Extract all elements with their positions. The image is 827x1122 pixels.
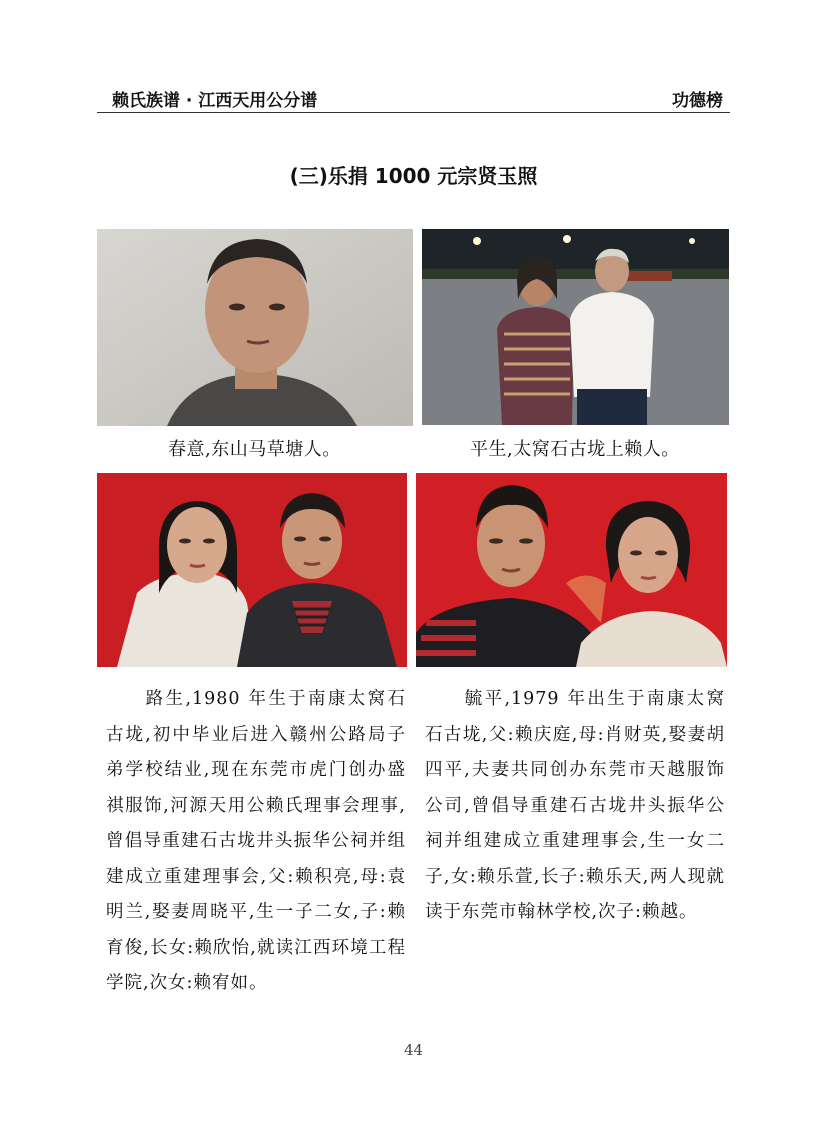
portrait-photo-4 [416, 473, 727, 667]
page-number: 44 [403, 1041, 424, 1059]
section-title: (三)乐捐 1000 元宗贤玉照 [289, 164, 538, 188]
photo-caption-1: 春意,东山马草塘人。 [168, 439, 341, 460]
biography-text-left: 路生,1980 年生于南康太窝石古垅,初中毕业后进入赣州公路局子弟学校结业,现在东莞市虎门创办盛祺服饰,河源天用公赖氏理事会理事,曾倡导重建石古垅井头振华公祠并组建成立重建理事会,父:赖积亮,母:袁明兰,娶妻周晓平,生一子二女,子:赖育俊,长女:赖欣怡,就读江西环境工程学院,次女:赖宥如。 [106, 689, 406, 993]
portrait-photo-3 [97, 473, 407, 667]
header-divider [97, 112, 730, 113]
portrait-photo-2 [422, 229, 729, 425]
photo-caption-2: 平生,太窝石古垅上赖人。 [470, 439, 680, 460]
header-title: 赖氏族谱 · 江西天用公分谱 [112, 91, 318, 111]
biography-text-right: 毓平,1979 年出生于南康太窝石古垅,父:赖庆庭,母:肖财英,娶妻胡四平,夫妻共同创办东莞市天越服饰公司,曾倡导重建石古垅井头振华公祠并组建成立重建理事会,生一女二子,女:赖乐萱,长子:赖乐天,两人现就读于东莞市翰林学校,次子:赖越。 [425, 689, 725, 922]
portrait-photo-1 [97, 229, 413, 426]
header-section: 功德榜 [672, 91, 723, 111]
